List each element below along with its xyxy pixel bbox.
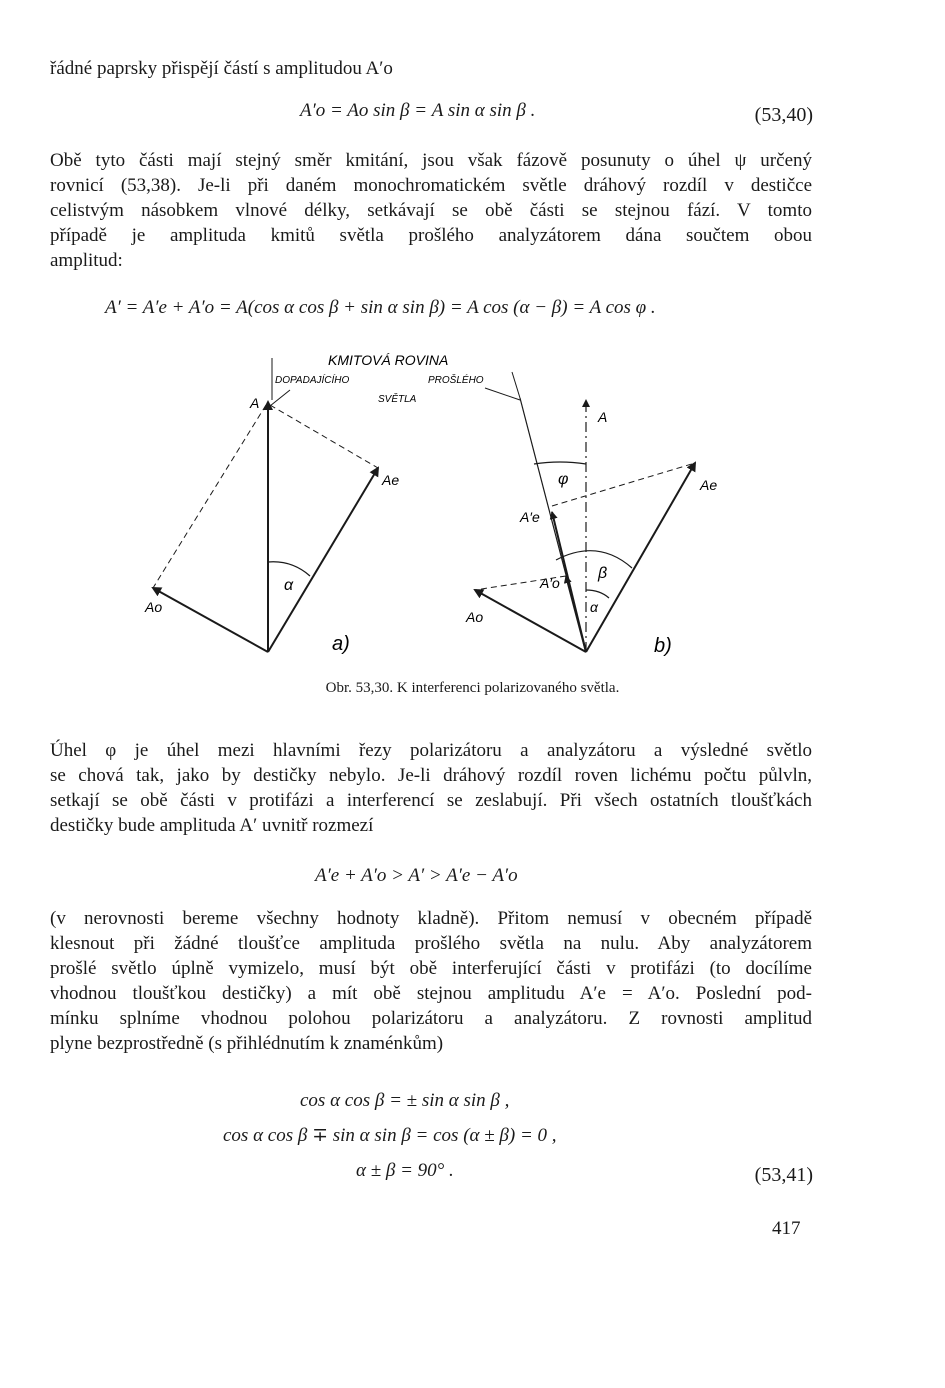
label-alpha-b: α	[590, 599, 598, 615]
paragraph-line: klesnout při žádné tloušťce amplituda prošlého světla na nulu. Aby analyzátorem	[50, 933, 812, 954]
intro-line: řádné paprsky přispějí částí s amplitudou A′o	[50, 58, 393, 79]
paragraph-line: Obě tyto části mají stejný směr kmitání, jsou však fázově posunuty o úhel ψ určený	[50, 150, 812, 171]
label-Ao-b: Ao	[466, 609, 484, 625]
paragraph-line: (v nerovnosti bereme všechny hodnoty kladně). Přitom nemusí v obecném případě	[50, 908, 812, 929]
vector-Ao-a	[153, 588, 268, 652]
label-phi-b: φ	[558, 471, 569, 488]
label-prosleho: PROŠLÉHO	[428, 375, 484, 386]
pointer-line-dopadajiciho	[270, 390, 290, 406]
page-number: 417	[772, 1218, 801, 1239]
label-tag-b: b)	[654, 635, 672, 657]
paragraph-line: setkají se obě části v protifázi a interferencí se zeslabují. Při všech ostatních tloušťkách	[50, 790, 812, 811]
paragraph-1	[50, 148, 812, 273]
paragraph-line: vhodnou tloušťkou destičky) a mít obě stejnou amplitudu A′e = A′o. Poslední pod-	[50, 983, 812, 1004]
dashed-left-a	[153, 405, 266, 588]
label-Ao-prime-b: A′o	[540, 575, 560, 591]
diagram-a	[144, 395, 399, 655]
alpha-arc-b	[586, 590, 609, 598]
pointer-line-right	[512, 372, 520, 398]
equation-53-41-line-2: cos α cos β ∓ sin α sin β = cos (α ± β) = 0 ,	[223, 1125, 557, 1146]
alpha-arc-a	[268, 562, 310, 576]
paragraph-line: prošlé světlo úplně vymizelo, musí být obě interferující části v protifázi (to docílíme	[50, 958, 812, 979]
paragraph-line: Úhel φ je úhel mezi hlavními řezy polarizátoru a analyzátoru a výsledné světlo	[50, 740, 812, 761]
label-A-a: A	[250, 395, 260, 411]
vector-Ao-prime-b	[566, 576, 586, 652]
equation-number-53-41: (53,41)	[754, 1164, 813, 1186]
paragraph-line: případě je amplituda kmitů světla prošlého analyzátorem dána součtem obou	[50, 225, 812, 246]
equation-53-41-line-3: α ± β = 90° .	[356, 1160, 454, 1181]
label-svetla: SVĚTLA	[378, 394, 417, 405]
label-Ae-b: Ae	[700, 477, 718, 493]
figure-caption: Obr. 53,30. K interferenci polarizovaného světla.	[325, 680, 620, 696]
paragraph-line: celistvým násobkem vlnové délky, setkávají se obě části se stejnou fází. V tomto	[50, 200, 812, 221]
equation-number-53-40: (53,40)	[754, 104, 813, 126]
beta-arc-b	[556, 551, 632, 568]
paragraph-line: destičky bude amplituda A′ uvnitř rozmezí	[50, 815, 374, 836]
paragraph-line: rovnicí (53,38). Je-li při daném monochromatickém světle dráhový rozdíl v destičce	[50, 175, 812, 196]
phi-arc-b	[534, 462, 586, 464]
pointer-line-prosleho	[485, 388, 520, 400]
vector-Ao-b	[475, 590, 586, 652]
dashed-top-a	[270, 405, 378, 468]
label-kmitova-rovina: KMITOVÁ ROVINA	[328, 352, 449, 368]
paragraph-line: amplitud:	[50, 250, 123, 271]
inequality: A′e + A′o > A′ > A′e − A′o	[315, 865, 518, 886]
label-dopadajiciho: DOPADAJÍCÍHO	[275, 375, 350, 386]
equation-53-41-line-1: cos α cos β = ± sin α sin β ,	[300, 1090, 510, 1111]
paragraph-line: mínku splníme vhodnou polohou polarizátoru a analyzátoru. Z rovnosti amplitud	[50, 1008, 812, 1029]
vector-Ae-a	[268, 468, 378, 652]
equation-amplitude-sum: A′ = A′e + A′o = A(cos α cos β + sin α sin β) = A cos (α − β) = A cos φ .	[105, 297, 656, 318]
label-A-b: A	[598, 409, 608, 425]
equation-53-40: A′o = Ao sin β = A sin α sin β .	[300, 100, 536, 121]
paragraph-2	[50, 738, 812, 838]
paragraph-3	[50, 906, 812, 1056]
label-Ae-prime-b: A′e	[520, 509, 540, 525]
paragraph-line: se chová tak, jako by destičky nebylo. Je-li dráhový rozdíl roven lichému počtu půlvln,	[50, 765, 812, 786]
label-Ao-a: Ao	[145, 599, 163, 615]
label-Ae-a: Ae	[382, 472, 400, 488]
paragraph-line: plyne bezprostředně (s přihlédnutím k znaménkům)	[50, 1033, 444, 1054]
label-tag-a: a)	[332, 633, 350, 655]
label-beta-b: β	[598, 565, 608, 582]
figure-53-30	[0, 340, 945, 680]
diagram-b	[465, 398, 717, 657]
label-alpha-a: α	[284, 577, 294, 594]
